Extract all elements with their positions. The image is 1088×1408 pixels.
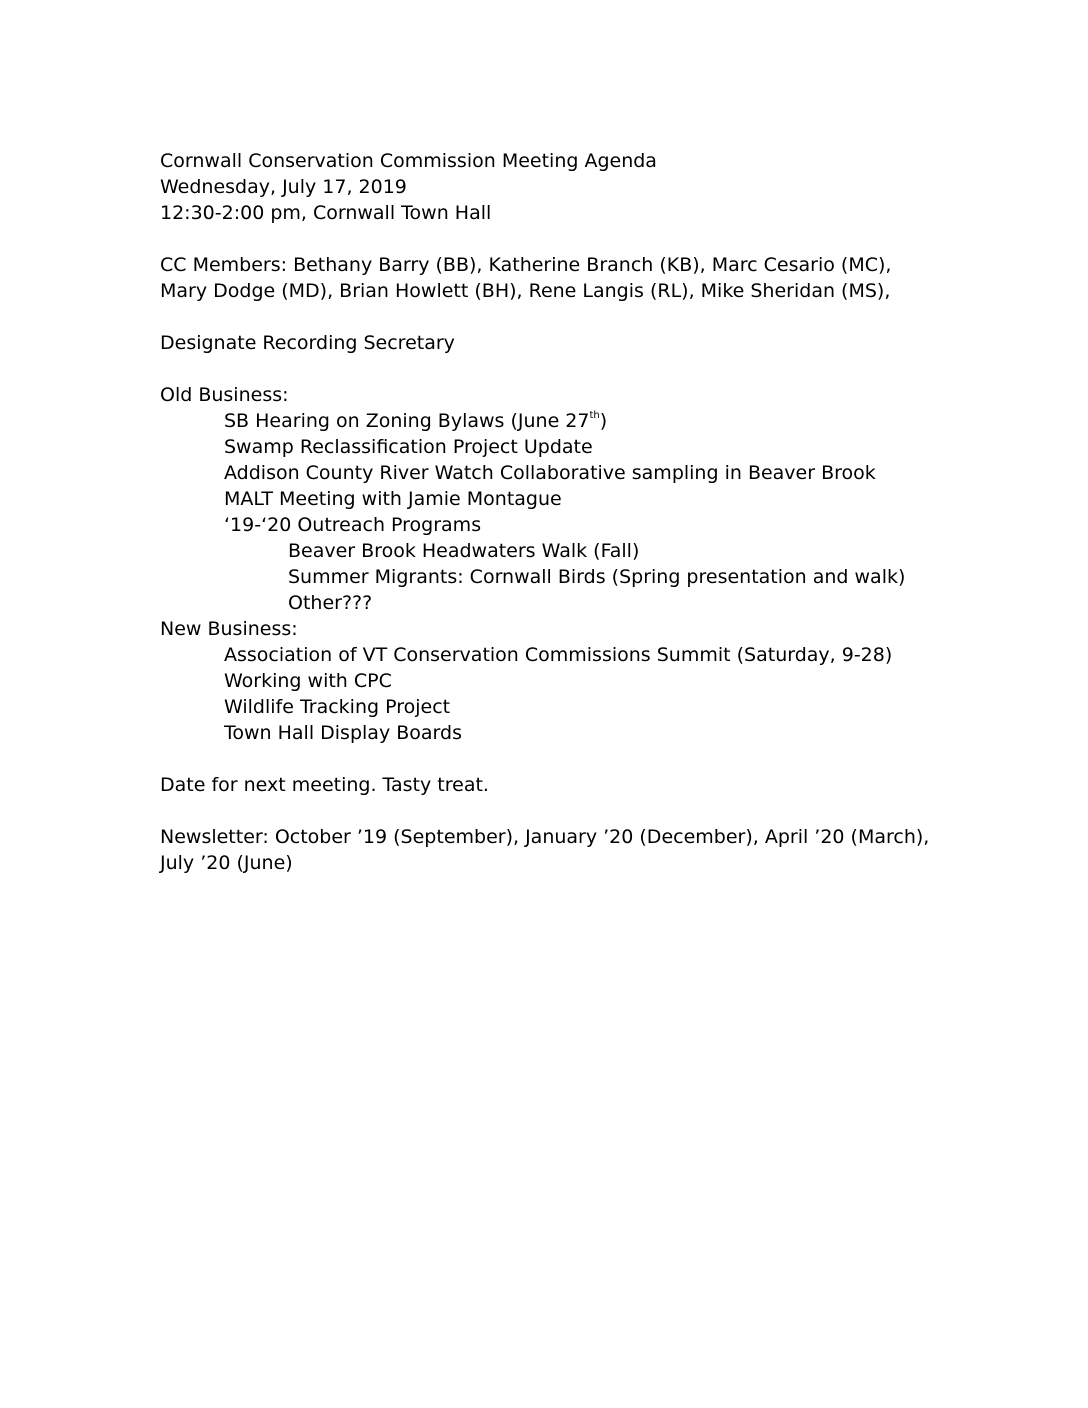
meeting-date: Wednesday, July 17, 2019: [160, 176, 407, 198]
old-business-heading: Old Business:: [160, 384, 289, 406]
members-line-2: Mary Dodge (MD), Brian Howlett (BH), Rene Langis (RL), Mike Sheridan (MS),: [160, 280, 891, 302]
newsletter-line-1: Newsletter: October ’19 (September), January ’20 (December), April ’20 (March),: [160, 826, 930, 848]
members-line-1: CC Members: Bethany Barry (BB), Katherine Branch (KB), Marc Cesario (MC),: [160, 254, 892, 276]
old-business-item-hearing: [224, 408, 607, 434]
next-meeting-note: Date for next meeting. Tasty treat.: [160, 774, 489, 796]
outreach-item: Summer Migrants: Cornwall Birds (Spring presentation and walk): [288, 566, 906, 588]
old-business-item-outreach: ‘19-‘20 Outreach Programs: [224, 514, 482, 536]
newsletter-line-2: July ’20 (June): [160, 852, 293, 874]
agenda-title: Cornwall Conservation Commission Meeting Agenda: [160, 150, 657, 172]
outreach-item: Other???: [288, 592, 373, 614]
old-business-item: Swamp Reclassification Project Update: [224, 436, 593, 458]
hearing-close-paren: ): [599, 410, 608, 432]
new-business-item: Town Hall Display Boards: [224, 722, 462, 744]
hearing-ordinal-suffix: th: [589, 409, 600, 421]
old-business-item: Addison County River Watch Collaborative sampling in Beaver Brook: [224, 462, 876, 484]
new-business-item: Wildlife Tracking Project: [224, 696, 451, 718]
hearing-text: SB Hearing on Zoning Bylaws (June 27: [224, 410, 590, 432]
new-business-item: Association of VT Conservation Commissions Summit (Saturday, 9-28): [224, 644, 893, 666]
recording-secretary: Designate Recording Secretary: [160, 332, 455, 354]
meeting-time-place: 12:30-2:00 pm, Cornwall Town Hall: [160, 202, 492, 224]
new-business-heading: New Business:: [160, 618, 298, 640]
outreach-item: Beaver Brook Headwaters Walk (Fall): [288, 540, 640, 562]
old-business-item: MALT Meeting with Jamie Montague: [224, 488, 562, 510]
new-business-item: Working with CPC: [224, 670, 392, 692]
